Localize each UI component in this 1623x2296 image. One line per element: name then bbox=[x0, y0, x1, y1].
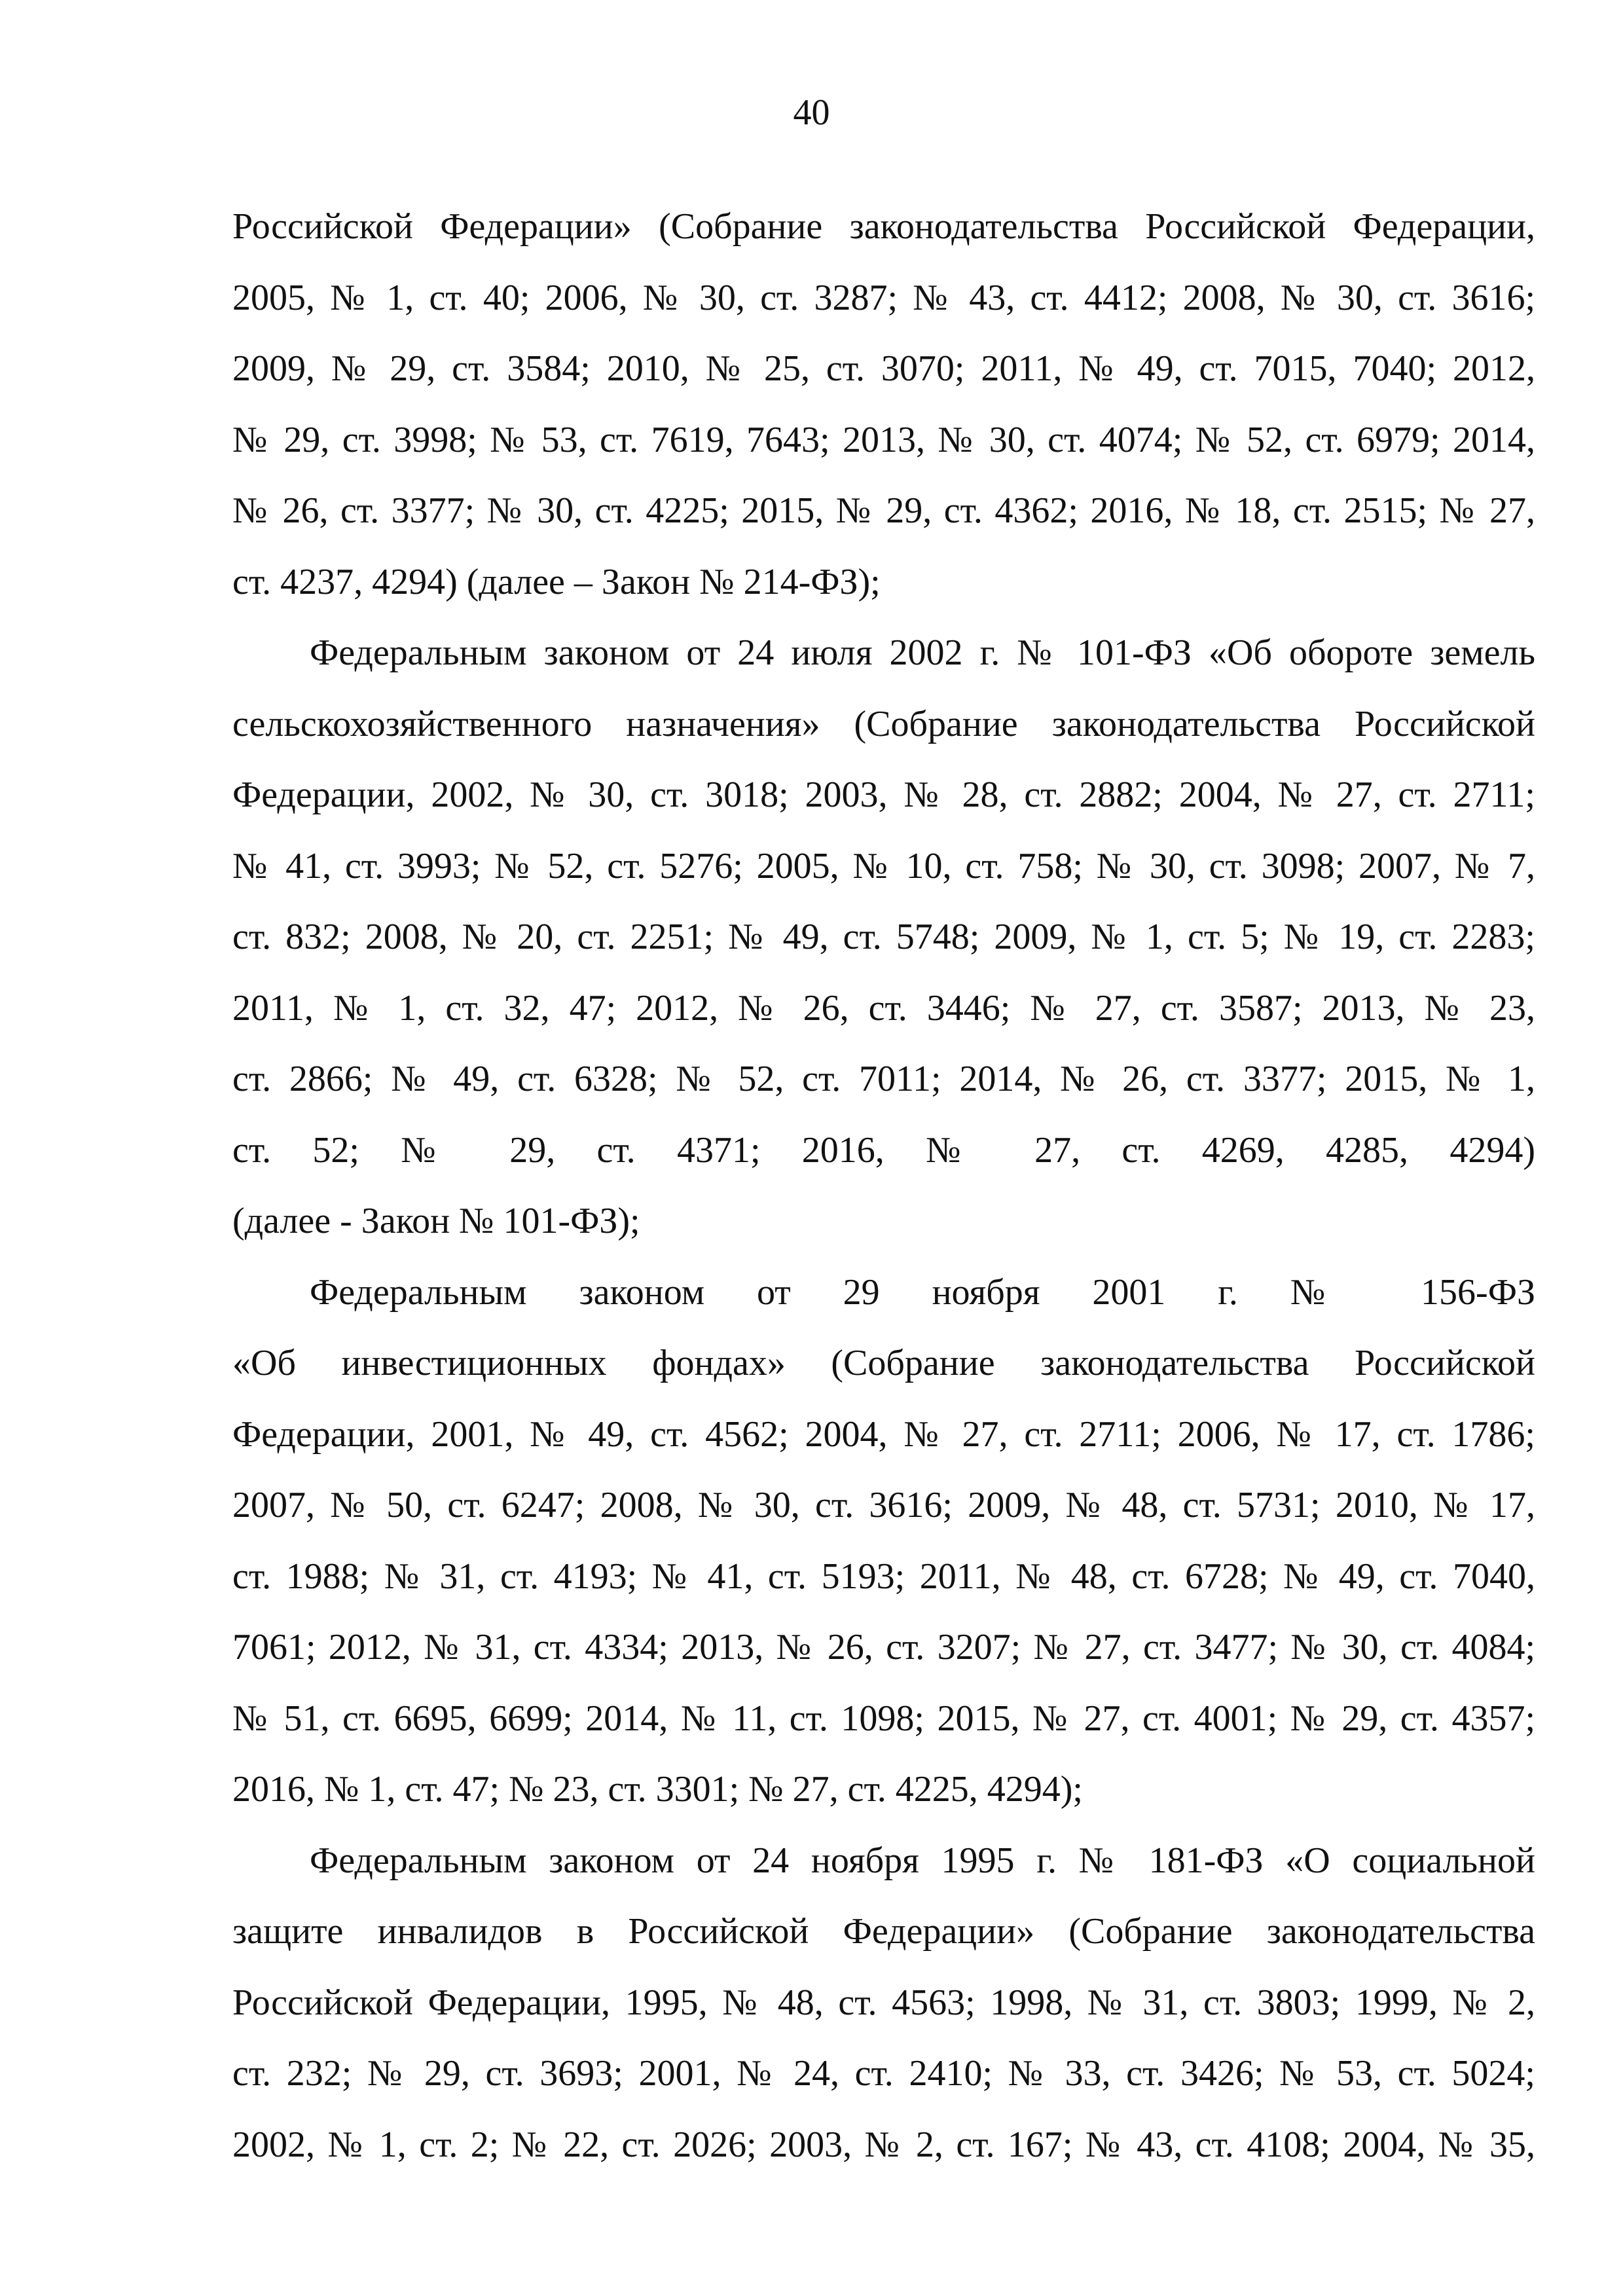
text-line-19: 2007, № 50, ст. 6247; 2008, № 30, ст. 3616; 2009, № 48, ст. 5731; 2010, № 17, bbox=[232, 1485, 1535, 1525]
document-body bbox=[232, 191, 1535, 2180]
text-line-22: № 51, ст. 6695, 6699; 2014, № 11, ст. 1098; 2015, № 27, ст. 4001; № 29, ст. 4357; bbox=[232, 1698, 1535, 1739]
text-line-20: ст. 1988; № 31, ст. 4193; № 41, ст. 5193; 2011, № 48, ст. 6728; № 49, ст. 7040, bbox=[232, 1556, 1535, 1597]
text-line-27: ст. 232; № 29, ст. 3693; 2001, № 24, ст. 2410; № 33, ст. 3426; № 53, ст. 5024; bbox=[232, 2053, 1535, 2094]
text-line-23: 2016, № 1, ст. 47; № 23, ст. 3301; № 27, ст. 4225, 4294); bbox=[232, 1769, 1083, 1810]
text-line-1: Российской Федерации» (Собрание законодательства Российской Федерации, bbox=[232, 206, 1535, 247]
text-line-7: Федеральным законом от 24 июля 2002 г. № 101-ФЗ «Об обороте земель bbox=[310, 632, 1535, 673]
text-line-9: Федерации, 2002, № 30, ст. 3018; 2003, № 28, ст. 2882; 2004, № 27, ст. 2711; bbox=[232, 774, 1535, 815]
text-line-2: 2005, № 1, ст. 40; 2006, № 30, ст. 3287; № 43, ст. 4412; 2008, № 30, ст. 3616; bbox=[232, 277, 1535, 318]
text-line-17: «Об инвестиционных фондах» (Собрание законодательства Российской bbox=[232, 1343, 1535, 1383]
text-line-24: Федеральным законом от 24 ноября 1995 г. № 181-ФЗ «О социальной bbox=[310, 1840, 1535, 1881]
text-line-15: (далее - Закон № 101-ФЗ); bbox=[232, 1201, 640, 1241]
text-line-12: 2011, № 1, ст. 32, 47; 2012, № 26, ст. 3446; № 27, ст. 3587; 2013, № 23, bbox=[232, 987, 1535, 1029]
text-line-14: ст. 52; № 29, ст. 4371; 2016, № 27, ст. 4269, 4285, 4294) bbox=[232, 1129, 1535, 1171]
text-line-8: сельскохозяйственного назначения» (Собрание законодательства Российской bbox=[232, 703, 1535, 744]
text-line-25: защите инвалидов в Российской Федерации» (Собрание законодательства bbox=[232, 1911, 1535, 1952]
text-line-11: ст. 832; 2008, № 20, ст. 2251; № 49, ст. 5748; 2009, № 1, ст. 5; № 19, ст. 2283; bbox=[232, 917, 1535, 957]
text-line-28: 2002, № 1, ст. 2; № 22, ст. 2026; 2003, № 2, ст. 167; № 43, ст. 4108; 2004, № 35, bbox=[232, 2124, 1535, 2165]
text-line-6: ст. 4237, 4294) (далее – Закон № 214-ФЗ); bbox=[232, 561, 881, 602]
text-line-10: № 41, ст. 3993; № 52, ст. 5276; 2005, № 10, ст. 758; № 30, ст. 3098; 2007, № 7, bbox=[232, 845, 1535, 886]
text-line-26: Российской Федерации, 1995, № 48, ст. 4563; 1998, № 31, ст. 3803; 1999, № 2, bbox=[232, 1982, 1535, 2023]
text-line-3: 2009, № 29, ст. 3584; 2010, № 25, ст. 3070; 2011, № 49, ст. 7015, 7040; 2012, bbox=[232, 348, 1535, 389]
text-line-13: ст. 2866; № 49, ст. 6328; № 52, ст. 7011; 2014, № 26, ст. 3377; 2015, № 1, bbox=[232, 1059, 1535, 1099]
text-line-4: № 29, ст. 3998; № 53, ст. 7619, 7643; 2013, № 30, ст. 4074; № 52, ст. 6979; 2014, bbox=[232, 419, 1535, 460]
page-number: 40 bbox=[793, 92, 830, 133]
text-line-18: Федерации, 2001, № 49, ст. 4562; 2004, № 27, ст. 2711; 2006, № 17, ст. 1786; bbox=[232, 1413, 1535, 1455]
text-line-21: 7061; 2012, № 31, ст. 4334; 2013, № 26, ст. 3207; № 27, ст. 3477; № 30, ст. 4084; bbox=[232, 1627, 1535, 1667]
text-line-16: Федеральным законом от 29 ноября 2001 г. № 156-ФЗ bbox=[310, 1271, 1535, 1313]
text-line-5: № 26, ст. 3377; № 30, ст. 4225; 2015, № 29, ст. 4362; 2016, № 18, ст. 2515; № 27, bbox=[232, 490, 1535, 531]
